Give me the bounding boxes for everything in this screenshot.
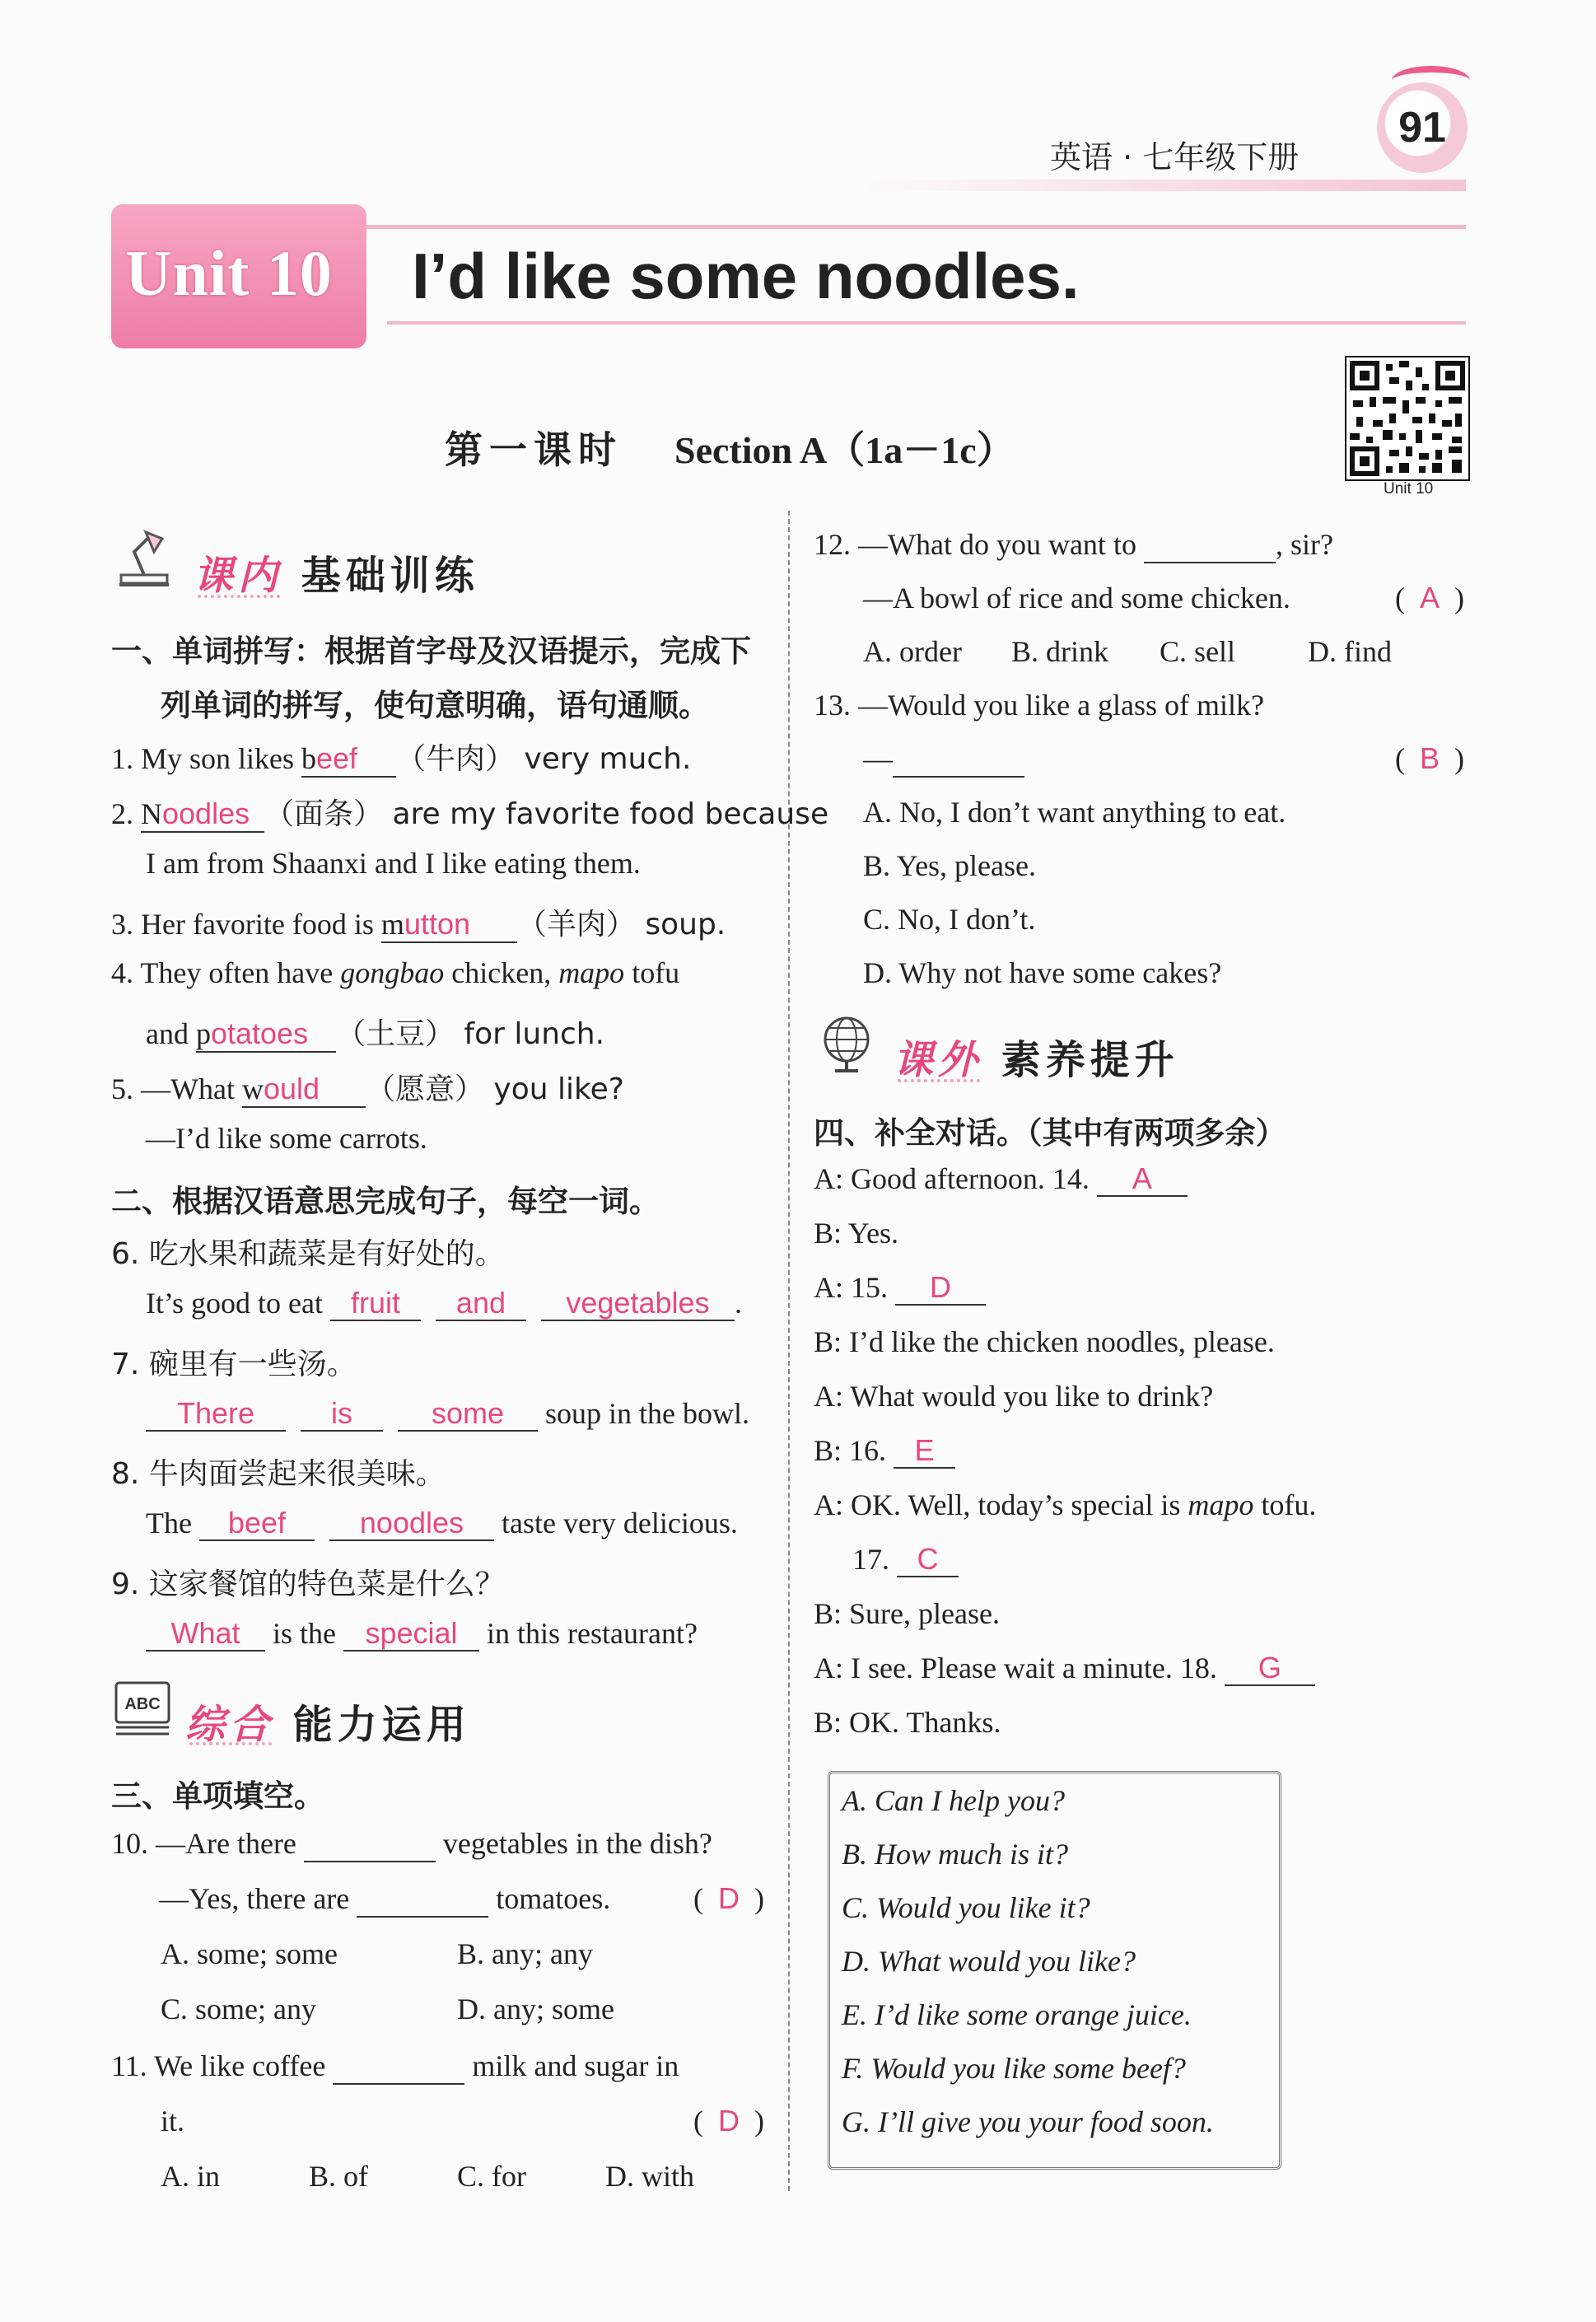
- q8-cn: 8. 牛肉面尝起来很美味。: [111, 1457, 446, 1491]
- dialog-line: B: I’d like the chicken noodles, please.: [814, 1325, 1275, 1358]
- header-band: [865, 180, 1466, 191]
- option-c: C. Would you like it?: [842, 1891, 1090, 1924]
- q12-opt-d: D. find: [1308, 635, 1392, 668]
- section-title-extracurricular: 课外 素养提升: [894, 1037, 1179, 1083]
- book-title: 英语 · 七年级下册: [1050, 139, 1300, 175]
- q9-cn: 9. 这家餐馆的特色菜是什么？: [111, 1567, 505, 1601]
- dialog-line: B: OK. Thanks.: [814, 1706, 1001, 1739]
- q5-line2: —I’d like some carrots.: [146, 1122, 427, 1155]
- q8: The beef noodles taste very delicious.: [146, 1506, 738, 1539]
- q13-opt-c: C. No, I don’t.: [863, 903, 1036, 936]
- lamp-book-icon: [111, 527, 175, 591]
- dialog-line: A: What would you like to drink?: [814, 1380, 1214, 1413]
- q13: 13. —Would you like a glass of milk?: [814, 689, 1265, 722]
- q13-opt-a: A. No, I don’t want anything to eat.: [863, 796, 1286, 829]
- q13-opt-b: B. Yes, please.: [863, 849, 1037, 882]
- lesson-en: Section A（1a－1c）: [674, 429, 1015, 471]
- q12: 12. —What do you want to , sir?: [814, 527, 1333, 563]
- q11-opt-c: C. for: [457, 2160, 526, 2193]
- dialog-line-16: B: 16. E: [814, 1433, 955, 1469]
- q9: What is the special in this restaurant?: [146, 1616, 698, 1652]
- page-number: 91: [1377, 82, 1468, 173]
- q2: 2. Noodles （面条） are my favorite food because: [111, 797, 829, 831]
- column-divider: [788, 511, 790, 2191]
- qr-label: Unit 10: [1384, 480, 1434, 498]
- q4: 4. They often have gongbao chicken, mapo tofu: [111, 956, 680, 989]
- dialog-line-14: A: Good afternoon. 14. A: [814, 1161, 1188, 1197]
- section-title-basic: 课内 基础训练: [194, 553, 479, 599]
- q10: 10. —Are there vegetables in the dish?: [111, 1826, 712, 1862]
- dialog-line-15: A: 15. D: [814, 1270, 986, 1306]
- q11-opt-a: A. in: [161, 2160, 220, 2193]
- q6: It’s good to eat fruit and vegetables .: [146, 1286, 742, 1320]
- lesson-title: [445, 420, 1015, 474]
- part2-heading: 二、根据汉语意思完成句子，每空一词。: [111, 1184, 660, 1219]
- dialog-line-18: A: I see. Please wait a minute. 18. G: [814, 1651, 1315, 1686]
- q12-line2: —A bowl of rice and some chicken. ( A ): [863, 581, 1464, 614]
- q11: 11. We like coffee milk and sugar in: [111, 2049, 679, 2085]
- q11-opt-b: B. of: [309, 2160, 368, 2193]
- q3: 3. Her favorite food is mutton （羊肉） soup.: [111, 907, 726, 941]
- option-f: F. Would you like some beef?: [842, 2052, 1186, 2085]
- dialog-line-17: 17. C: [852, 1542, 959, 1577]
- q11-opt-d: D. with: [605, 2160, 694, 2193]
- q1: 1. My son likes beef （牛肉） very much.: [111, 741, 692, 776]
- option-e: E. I’d like some orange juice.: [842, 1998, 1192, 2031]
- q10-opt-b: B. any; any: [457, 1937, 593, 1970]
- part3-heading: 三、单项填空。: [111, 1778, 324, 1814]
- q13-line2: — ( B ): [863, 741, 1464, 778]
- q11-line2: it. ( D ): [161, 2104, 764, 2137]
- q13-opt-d: D. Why not have some cakes?: [863, 956, 1222, 989]
- lesson-cn: 第一课时: [445, 427, 623, 472]
- title-rule-bottom: [387, 321, 1466, 325]
- title-rule-top: [366, 225, 1466, 229]
- svg-text:ABC: ABC: [124, 1695, 161, 1713]
- globe-icon: [815, 1011, 880, 1076]
- q7: There is some soup in the bowl.: [146, 1396, 749, 1432]
- q7-cn: 7. 碗里有一些汤。: [111, 1348, 357, 1381]
- option-a: A. Can I help you?: [842, 1784, 1065, 1817]
- part1-heading-l1: 一、单词拼写：根据首字母及汉语提示，完成下: [111, 633, 751, 669]
- q12-opt-c: C. sell: [1160, 635, 1236, 668]
- abc-book-icon: [111, 1676, 175, 1740]
- dialog-line: A: OK. Well, today’s special is mapo tofu.: [814, 1488, 1317, 1521]
- q10-opt-d: D. any; some: [457, 1993, 614, 2025]
- q2-line2: I am from Shaanxi and I like eating them.: [146, 847, 641, 880]
- part4-heading: 四、补全对话。（其中有两项多余）: [814, 1115, 1286, 1151]
- title-dots: [189, 1742, 272, 1745]
- qr-code-icon[interactable]: [1345, 356, 1470, 481]
- section-title-comprehensive: 综合 能力运用: [185, 1702, 471, 1748]
- option-b: B. How much is it?: [842, 1838, 1068, 1871]
- dialog-line: B: Yes.: [814, 1217, 899, 1250]
- q10-line2: —Yes, there are tomatoes. ( D ): [159, 1881, 764, 1918]
- option-d: D. What would you like?: [842, 1945, 1136, 1978]
- q12-opt-b: B. drink: [1011, 635, 1109, 668]
- title-dots: [198, 595, 280, 598]
- q4-line2: and potatoes （土豆） for lunch.: [146, 1016, 605, 1051]
- option-g: G. I’ll give you your food soon.: [842, 2105, 1214, 2138]
- unit-label: Unit 10: [125, 237, 333, 309]
- unit-title: I’d like some noodles.: [412, 240, 1080, 312]
- q5: 5. —What would （愿意） you like?: [111, 1072, 624, 1106]
- q12-opt-a: A. order: [863, 635, 962, 668]
- q6-cn: 6. 吃水果和蔬菜是有好处的。: [111, 1237, 505, 1271]
- q10-opt-c: C. some; any: [161, 1993, 316, 2025]
- part1-heading-l2: 列单词的拼写，使句意明确，语句通顺。: [161, 688, 709, 723]
- dialog-line: B: Sure, please.: [814, 1597, 1000, 1630]
- q10-opt-a: A. some; some: [161, 1937, 338, 1970]
- title-dots: [898, 1079, 980, 1082]
